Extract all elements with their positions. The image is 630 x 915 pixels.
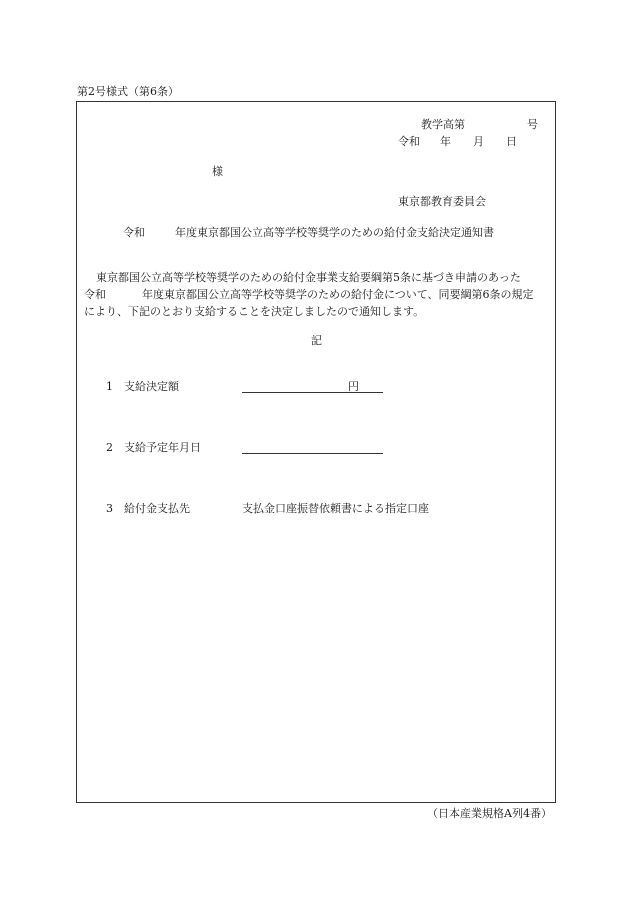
body-line-2-text: 年度東京都国公立高等学校等奨学のための給付金について、同要綱第6条の規定 xyxy=(142,288,534,301)
issue-date-month: 月 xyxy=(473,135,484,148)
paper-size-note: （日本産業規格A列4番） xyxy=(427,807,552,820)
item-number: 3 xyxy=(106,502,113,515)
body-line-1: 東京都国公立高等学校等奨学のための給付金事業支給要綱第5条に基づき申請のあった xyxy=(96,271,521,284)
item-label-payee: 給付金支払先 xyxy=(124,502,190,515)
payment-amount-field-line xyxy=(242,381,383,393)
issue-date-day: 日 xyxy=(506,135,517,148)
issue-date-year: 年 xyxy=(440,135,451,148)
title-era: 令和 xyxy=(123,226,145,239)
body-line-3: により、下記のとおり支給することを決定しましたので通知します。 xyxy=(84,305,425,318)
document-number-prefix: 教学高第 xyxy=(421,118,465,131)
form-number-label: 第2号様式（第6条） xyxy=(77,85,179,98)
addressee-honorific: 様 xyxy=(212,165,223,178)
item-label-payment-amount: 支給決定額 xyxy=(124,380,179,393)
issue-date-era: 令和 xyxy=(398,135,420,148)
yen-unit: 円 xyxy=(348,380,359,393)
issuer-name: 東京都教育委員会 xyxy=(398,195,486,208)
scheduled-date-field-line xyxy=(242,442,383,454)
document-number xyxy=(421,119,538,130)
item-number: 2 xyxy=(106,441,113,454)
item-label-scheduled-date: 支給予定年月日 xyxy=(124,441,201,454)
issue-date xyxy=(398,136,517,147)
ki-heading: 記 xyxy=(311,334,322,347)
body-line-2-era: 令和 xyxy=(84,288,106,301)
body-line-2 xyxy=(84,289,534,300)
document-title xyxy=(123,227,494,238)
item-number: 1 xyxy=(106,380,113,393)
payee-value: 支払金口座振替依頼書による指定口座 xyxy=(242,502,429,515)
title-text: 年度東京都国公立高等学校等奨学のための給付金支給決定通知書 xyxy=(175,226,494,239)
document-number-suffix: 号 xyxy=(527,118,538,131)
